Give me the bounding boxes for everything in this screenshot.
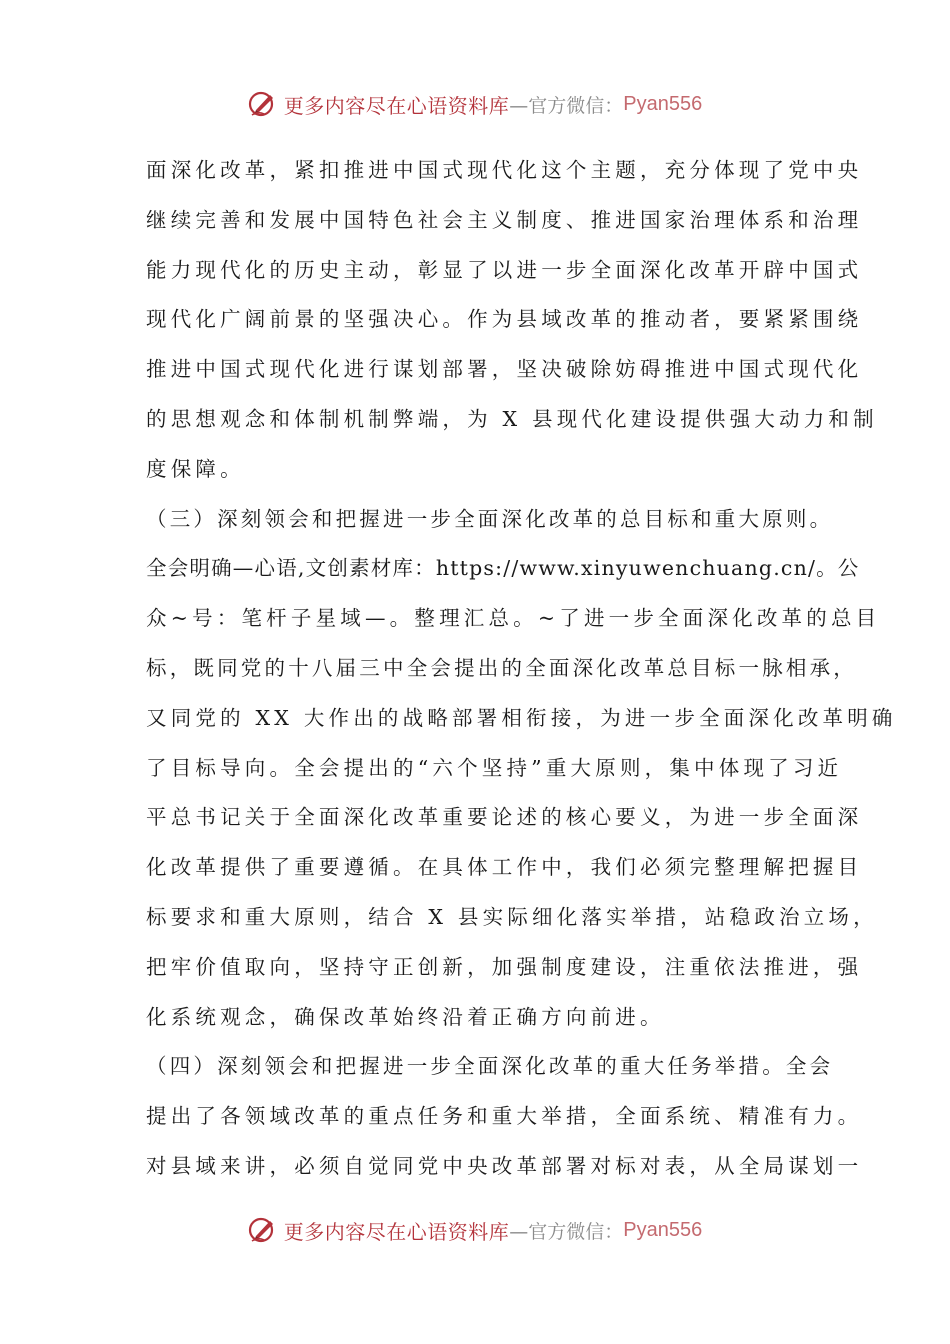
banner-wechat-id: Pyan556 [623,1218,703,1241]
header-banner [0,84,950,124]
text-line: 化改革提供了重要遵循。在具体工作中，我们必须完整理解把握目 [146,855,863,880]
footer-banner [0,1210,950,1250]
text-line: 面深化改革，紧扣推进中国式现代化这个主题，充分体现了党中央 [146,158,863,182]
text-line: 众~号：笔杆子星域—。整理汇总。~了进一步全面深化改革的总目 [146,606,881,631]
text-line: 标，既同党的十八届三中全会提出的全面深化改革总目标一脉相承， [146,655,857,680]
pen-logo-icon [248,89,278,119]
banner-wechat-id: Pyan556 [623,92,703,115]
text-line: 平总书记关于全面深化改革重要论述的核心要义，为进一步全面深 [146,805,863,830]
text-line: 了目标导向。全会提出的“六个坚持”重大原则，集中体现了习近 [146,755,843,780]
section-heading-3: （三）深刻领会和把握进一步全面深化改革的总目标和重大原则。 [146,506,834,531]
text-line: 继续完善和发展中国特色社会主义制度、推进国家治理体系和治理 [146,207,863,232]
document-body [146,146,897,1192]
banner-separator: —官方微信： [509,1220,624,1243]
text-line: 又同党的 XX 大作出的战略部署相衔接，为进一步全面深化改革明确 [146,705,897,730]
text-line: 推进中国式现代化进行谋划部署，坚决破除妨碍推进中国式现代化 [146,357,863,382]
text-line: 度保障。 [146,456,245,481]
text-line: 把牢价值取向，坚持守正创新，加强制度建设，注重依法推进，强 [146,954,863,979]
pen-logo-icon [248,1215,278,1245]
banner-separator: —官方微信： [509,94,624,117]
text-line: 标要求和重大原则，结合 X 县实际细化落实举措，站稳政治立场， [146,904,878,929]
text-line: 的思想观念和体制机制弊端，为 X 县现代化建设提供强大动力和制 [146,406,878,431]
section-heading-4: （四）深刻领会和把握进一步全面深化改革的重大任务举措。全会 [146,1054,834,1079]
text-line: 能力现代化的历史主动，彰显了以进一步全面深化改革开辟中国式 [146,257,863,282]
banner-title: 更多内容尽在心语资料库 [283,93,510,118]
text-line: 对县域来讲，必须自觉同党中央改革部署对标对表，从全局谋划一 [146,1153,863,1178]
text-line-with-url: 全会明确—心语,文创素材库：https://www.xinyuwenchuang.cn/。公 [146,556,860,581]
text-line: 现代化广阔前景的坚强决心。作为县域改革的推动者，要紧紧围绕 [146,307,863,332]
text-line: 提出了各领域改革的重点任务和重大举措，全面系统、精准有力。 [146,1104,863,1129]
text-line: 化系统观念，确保改革始终沿着正确方向前进。 [146,1004,665,1029]
banner-title: 更多内容尽在心语资料库 [283,1219,510,1244]
